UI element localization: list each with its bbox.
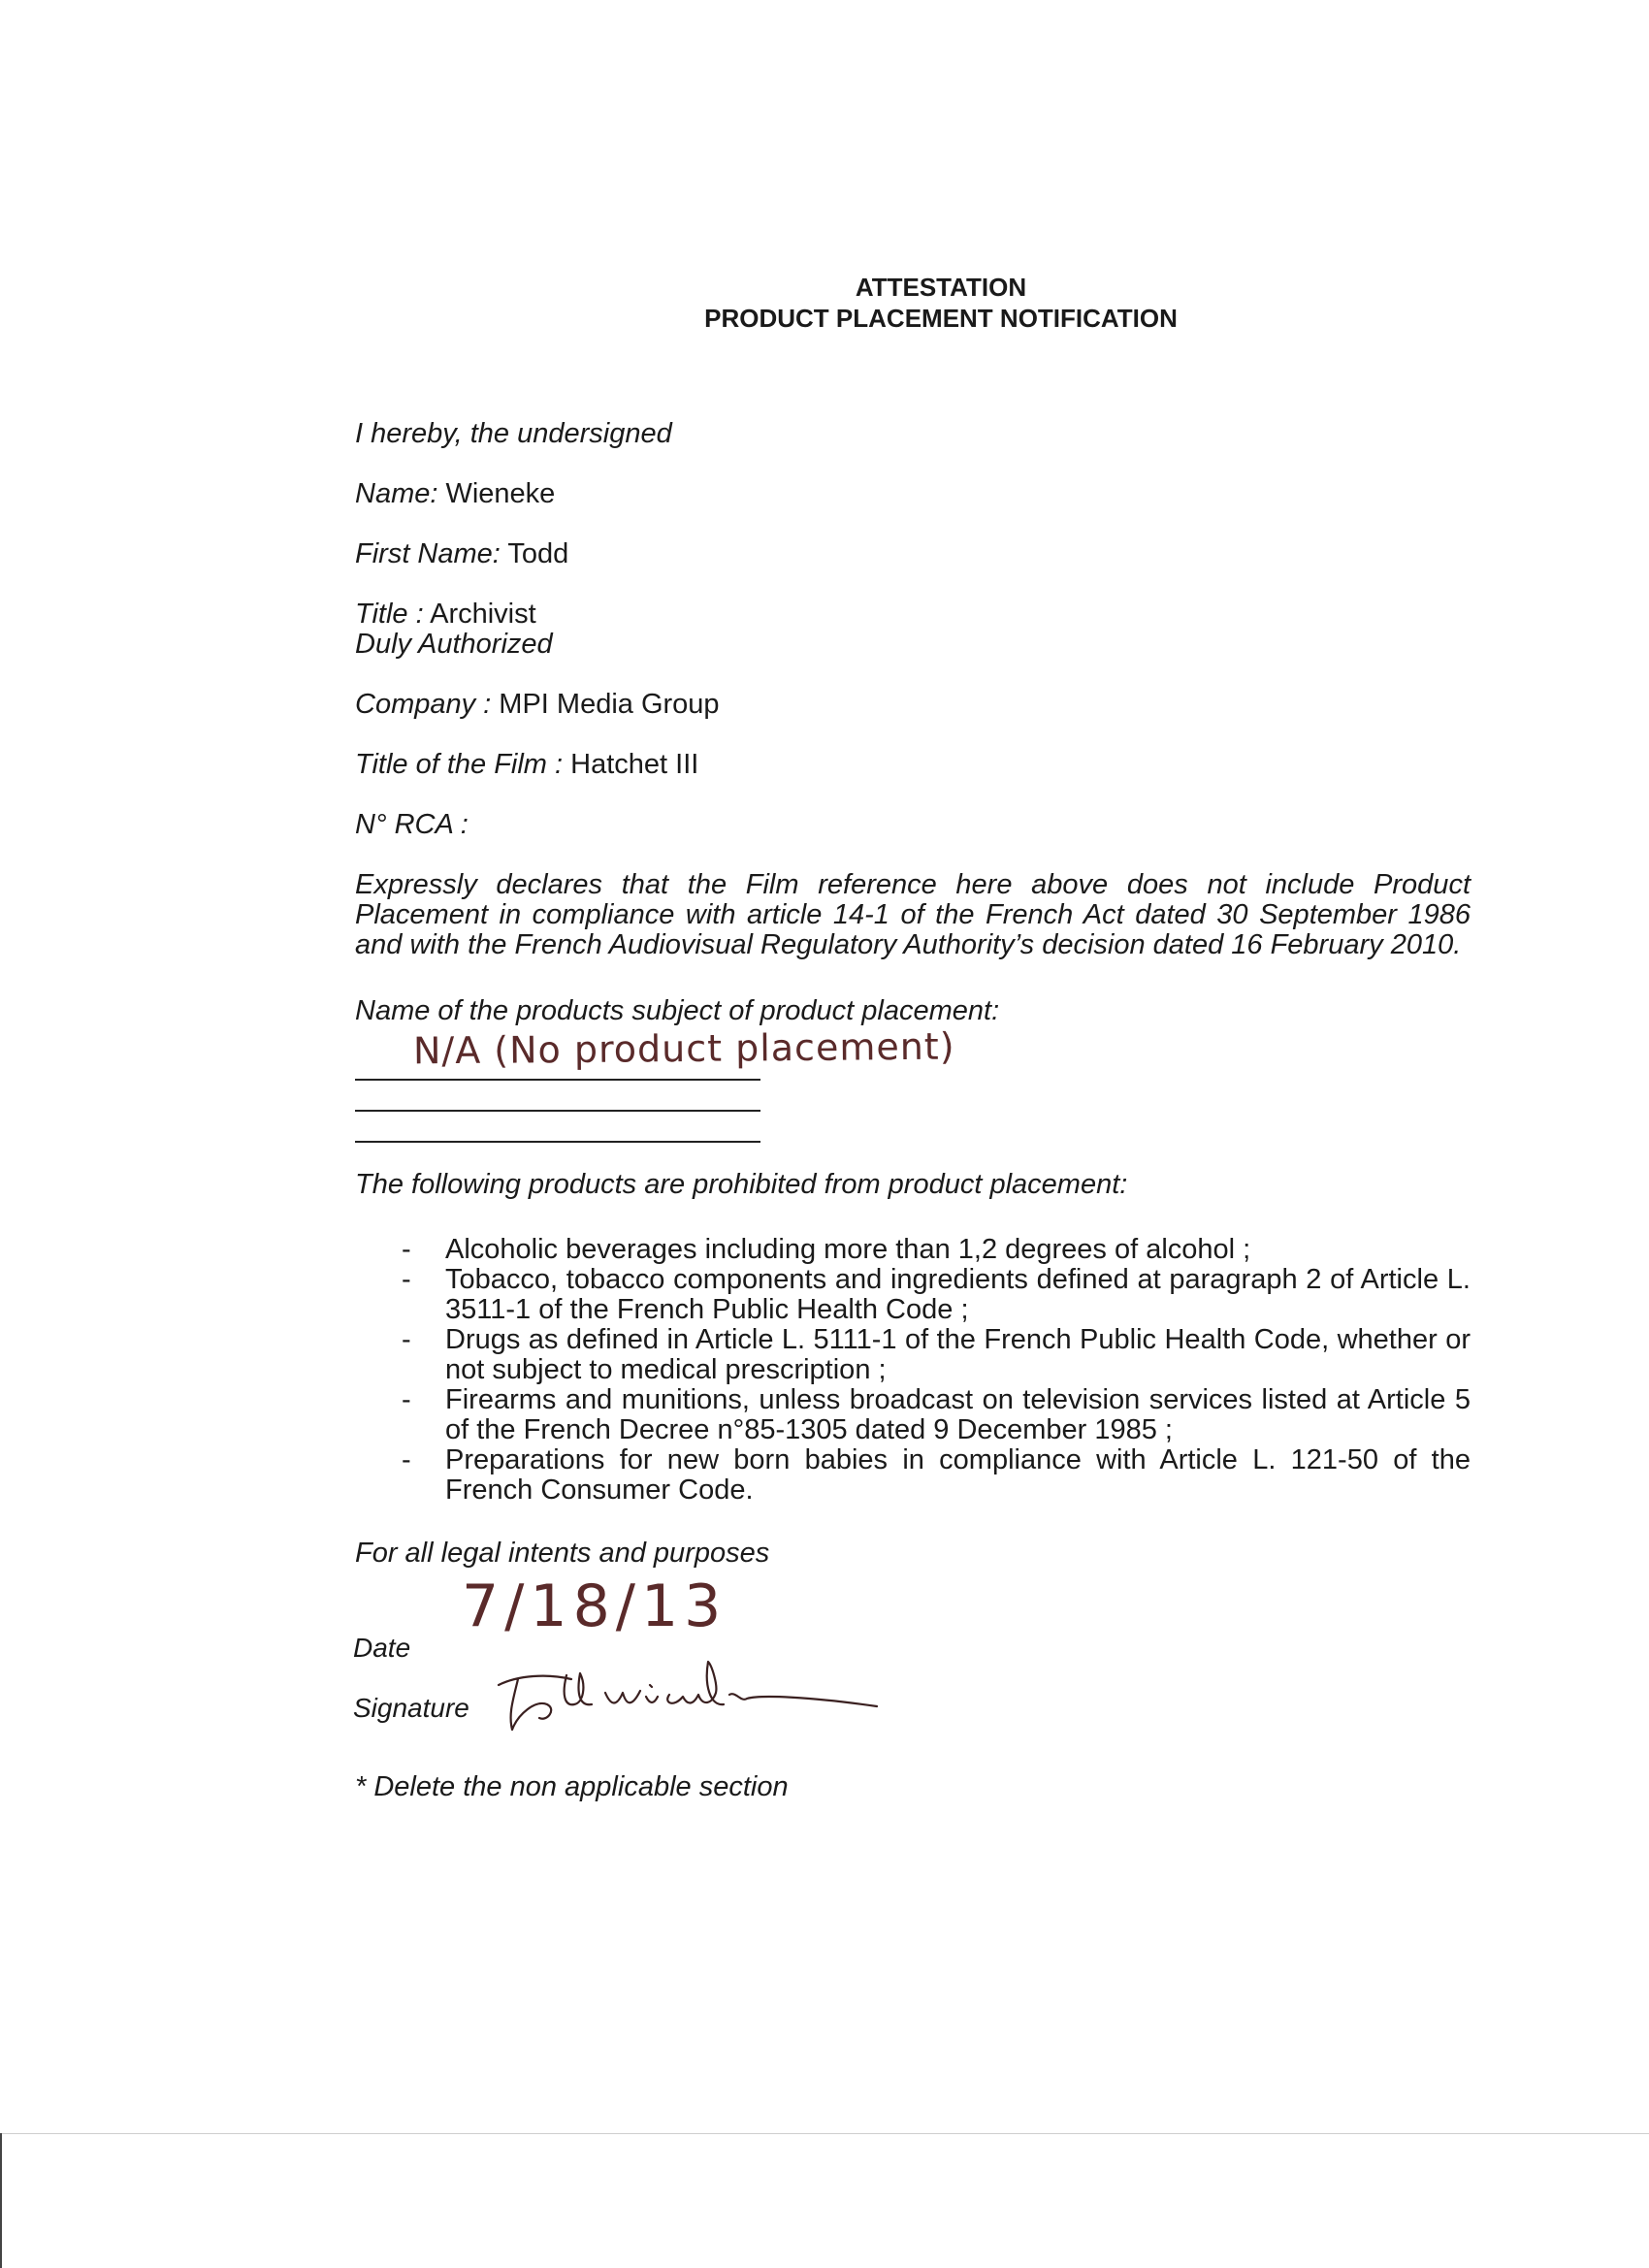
- title-label: Title :: [355, 599, 424, 630]
- name-label: Name:: [355, 478, 438, 509]
- product-line-2: [355, 1110, 760, 1112]
- signature-block: [355, 1569, 1471, 1763]
- film-title-label: Title of the Film :: [355, 749, 564, 780]
- company-field: [355, 690, 1471, 720]
- document-heading: [0, 272, 1649, 334]
- document-body: [355, 419, 1471, 1802]
- list-item: - Tobacco, tobacco components and ingredients defined at paragraph 2 of Article L. 3511-1 of the French Public Health Code ;: [402, 1264, 1471, 1325]
- date-label: Date: [353, 1633, 411, 1663]
- list-item: - Preparations for new born babies in compliance with Article L. 121-50 of the French Consumer Code.: [402, 1444, 1471, 1506]
- intro-text: I hereby, the undersigned: [355, 418, 672, 449]
- title-field: [355, 599, 1471, 630]
- products-label: Name of the products subject of product placement:: [355, 995, 1000, 1026]
- scan-edge: [0, 2133, 2, 2268]
- duly-authorized: Duly Authorized: [355, 629, 553, 660]
- first-name-label: First Name:: [355, 538, 501, 569]
- list-item: - Alcoholic beverages including more than 1,2 degrees of alcohol ;: [402, 1234, 1251, 1265]
- product-line-3: [355, 1141, 760, 1143]
- signature-label: Signature: [353, 1693, 469, 1723]
- first-name-value: Todd: [500, 538, 569, 569]
- heading-line-2: PRODUCT PLACEMENT NOTIFICATION: [704, 304, 1178, 333]
- name-field: [355, 479, 1471, 509]
- date-handwritten: 7/18/13: [462, 1572, 728, 1640]
- legal-text: For all legal intents and purposes: [355, 1538, 770, 1569]
- company-value: MPI Media Group: [491, 689, 720, 720]
- list-item: - Firearms and munitions, unless broadcast on television services listed at Article 5 of the French Decree n°85-1305 dated 9 December 1985 ;: [402, 1384, 1471, 1445]
- scan-divider: [0, 2133, 1649, 2134]
- heading-line-1: ATTESTATION: [855, 273, 1027, 302]
- footnote: * Delete the non applicable section: [355, 1771, 789, 1802]
- prohibited-intro: The following products are prohibited from product placement:: [355, 1169, 1128, 1200]
- product-line-1: [355, 1079, 760, 1081]
- first-name-field: [355, 539, 1471, 569]
- products-handwritten: N/A (No product placement): [412, 1024, 955, 1073]
- name-value: Wieneke: [437, 478, 556, 509]
- rca-field: N° RCA :: [355, 809, 469, 840]
- list-item: - Drugs as defined in Article L. 5111-1 of the French Public Health Code, whether or not subject to medical prescription ;: [402, 1324, 1471, 1385]
- product-lines: [355, 1024, 1471, 1170]
- company-label: Company :: [355, 689, 492, 720]
- film-title-value: Hatchet III: [563, 749, 699, 780]
- film-title-field: [355, 750, 1471, 780]
- declaration-text: Expressly declares that the Film reference here above does not include Product Placement in compliance with article 14-1 of the French Act dated 30 September 1986 and with the French Audiovisual Regulatory Authority’s decision dated 16 February 2010.: [355, 869, 1471, 960]
- title-value: Archivist: [423, 599, 536, 630]
- handwritten-signature: [479, 1646, 906, 1733]
- prohibited-list: [355, 1235, 1471, 1506]
